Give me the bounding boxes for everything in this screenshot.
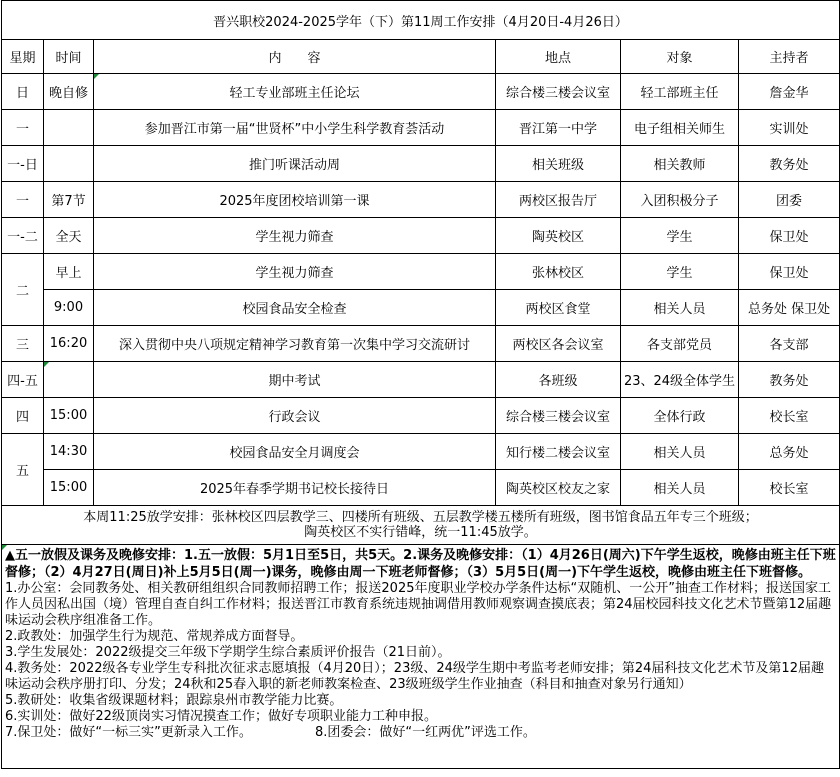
table-row (2, 470, 840, 506)
table-row (2, 182, 840, 218)
cell-content: 期中考试 (94, 362, 496, 398)
note-league: 8.团委会：做好“一红两优”评选工作。 (315, 725, 536, 740)
cell-place: 两校区食堂 (496, 290, 621, 326)
cell-time: 16:20 (44, 326, 94, 362)
cell-time: 9:00 (44, 290, 94, 326)
table-row (2, 218, 840, 254)
header-host: 主持者 (739, 40, 840, 74)
cell-content: 学生视力筛查 (94, 254, 496, 290)
cell-place: 各班级 (496, 362, 621, 398)
header-row (2, 40, 840, 74)
note-training: 6.实训处：做好22级顶岗实习情况摸查工作；做好专项职业能力工种申报。 (5, 709, 437, 724)
dismissal-note (2, 506, 840, 545)
cell-place: 两校区各会议室 (496, 326, 621, 362)
cell-content: 深入贯彻中央八项规定精神学习教育第一次集中学习交流研讨 (94, 326, 496, 362)
cell-content: 校园食品安全检查 (94, 290, 496, 326)
cell-content: 行政会议 (94, 398, 496, 434)
cell-time: 14:30 (44, 434, 94, 470)
note-political: 2.政教处：加强学生行为规范、常规养成方面督导。 (5, 629, 304, 644)
cell-host: 团委 (739, 182, 840, 218)
cell-content: 校园食品安全月调度会 (94, 434, 496, 470)
cell-target: 学生 (621, 218, 739, 254)
cell-target: 全体行政 (621, 398, 739, 434)
cell-time: 15:00 (44, 470, 94, 506)
note-student-dev: 3.学生发展处：2022级提交三年级下学期学生综合素质评价报告（21日前）。 (5, 645, 451, 660)
cell-target: 入团积极分子 (621, 182, 739, 218)
note-pair (5, 725, 836, 741)
cell-time (44, 146, 94, 182)
dismissal-line-2: 陶英校区不实行错峰，统一11:45放学。 (304, 525, 537, 540)
note-academic: 4.教务处：2022级各专业学生专科批次征求志愿填报（4月20日）；23级、24级学生期中考监考老师安排；第24届科技文化艺术节及第12届趣味运动会秩序册打印、分发；24秋和25春入职的新老师教案检查、23级班级学生作业抽查（科目和抽查对象另行通知） (5, 661, 824, 692)
table-row (2, 110, 840, 146)
cell-content: 2025年春季学期书记校长接待日 (94, 470, 496, 506)
cell-target: 相关人员 (621, 470, 739, 506)
table-row (2, 74, 840, 110)
cell-time: 15:00 (44, 398, 94, 434)
cell-target: 相关人员 (621, 290, 739, 326)
cell-day: 四-五 (2, 362, 44, 398)
cell-place: 陶英校区校友之家 (496, 470, 621, 506)
schedule-table (1, 0, 840, 769)
cell-day: 一 (2, 182, 44, 218)
table-row (2, 434, 840, 470)
cell-place: 两校区报告厅 (496, 182, 621, 218)
header-place: 地点 (496, 40, 621, 74)
cell-place: 综合楼三楼会议室 (496, 74, 621, 110)
cell-place: 综合楼三楼会议室 (496, 398, 621, 434)
cell-host: 教务处 (739, 362, 840, 398)
cell-content: 轻工专业部班主任论坛 (94, 74, 496, 110)
note-research: 5.教研处：收集省级课题材料；跟踪泉州市教学能力比赛。 (5, 693, 343, 708)
table-row (2, 326, 840, 362)
cell-day: 五 (2, 434, 44, 506)
header-content: 内 容 (94, 40, 496, 74)
table-row (2, 398, 840, 434)
cell-time: 早上 (44, 254, 94, 290)
table-row (2, 362, 840, 398)
cell-content: 推门听课活动周 (94, 146, 496, 182)
cell-host: 总务处 (739, 434, 840, 470)
cell-target: 电子组相关师生 (621, 110, 739, 146)
cell-host: 詹金华 (739, 74, 840, 110)
cell-day: 一-日 (2, 146, 44, 182)
cell-place: 知行楼二楼会议室 (496, 434, 621, 470)
cell-target: 相关人员 (621, 434, 739, 470)
cell-day: 二 (2, 254, 44, 326)
dismissal-line-1: 本周11:25放学安排：张林校区四层教学三、四楼所有班级、五层教学楼五楼所有班级，图书馆食品五年专三个班级； (83, 510, 758, 525)
page-title: 晋兴职校2024-2025学年（下）第11周工作安排（4月20日-4月26日） (2, 1, 840, 40)
table-row (2, 254, 840, 290)
cell-day: 三 (2, 326, 44, 362)
cell-target: 相关教师 (621, 146, 739, 182)
cell-day: 四 (2, 398, 44, 434)
cell-day: 一-二 (2, 218, 44, 254)
cell-host: 实训处 (739, 110, 840, 146)
cell-time: 晚自修 (44, 74, 94, 110)
cell-host: 保卫处 (739, 254, 840, 290)
cell-host: 校长室 (739, 470, 840, 506)
table-row (2, 290, 840, 326)
cell-place: 晋江第一中学 (496, 110, 621, 146)
table-row (2, 146, 840, 182)
work-notes (2, 545, 840, 769)
cell-time: 全天 (44, 218, 94, 254)
cell-target: 23、24级全体学生 (621, 362, 739, 398)
cell-place: 张林校区 (496, 254, 621, 290)
cell-time: 第7节 (44, 182, 94, 218)
cell-place: 相关班级 (496, 146, 621, 182)
cell-host: 各支部 (739, 326, 840, 362)
header-time: 时间 (44, 40, 94, 74)
cell-target: 各支部党员 (621, 326, 739, 362)
cell-host: 校长室 (739, 398, 840, 434)
cell-time (44, 110, 94, 146)
cell-host: 教务处 (739, 146, 840, 182)
header-day: 星期 (2, 40, 44, 74)
holiday-arrangement: ▲五一放假及课务及晚修安排：1.五一放假：5月1日至5日，共5天。2.课务及晚修安排：（1）4月26日(周六)下午学生返校，晚修由班主任下班督修；（2）4月27日(周日)补上5月5日(周一)课务，晚修由周一下班老师督修；（3）5月5日(周一)下午学生返校，晚修由班主任下班督修。 (5, 548, 836, 580)
cell-host: 总务处 保卫处 (739, 290, 840, 326)
cell-time (44, 362, 94, 398)
cell-day: 一 (2, 110, 44, 146)
cell-day: 日 (2, 74, 44, 110)
cell-content: 参加晋江市第一届“世贤杯”中小学生科学教育荟活动 (94, 110, 496, 146)
header-target: 对象 (621, 40, 739, 74)
cell-host: 保卫处 (739, 218, 840, 254)
note-office: 1.办公室：会同教务处、相关教研组组织合同教师招聘工作；报送2025年度职业学校办学条件达标“双随机、一公开”抽查工作材料；报送国家工作人员因私出国（境）管理自查自纠工作材料；报送晋江市教育系统违规抽调借用教师观察调查摸底表；第24届校园科技文化艺术节暨第12届趣味运动会秩序组准备工作。 (5, 581, 832, 628)
cell-target: 学生 (621, 254, 739, 290)
cell-content: 2025年度团校培训第一课 (94, 182, 496, 218)
cell-content: 学生视力筛查 (94, 218, 496, 254)
cell-place: 陶英校区 (496, 218, 621, 254)
cell-target: 轻工部班主任 (621, 74, 739, 110)
note-security: 7.保卫处：做好“一标三实”更新录入工作。 (5, 725, 252, 740)
